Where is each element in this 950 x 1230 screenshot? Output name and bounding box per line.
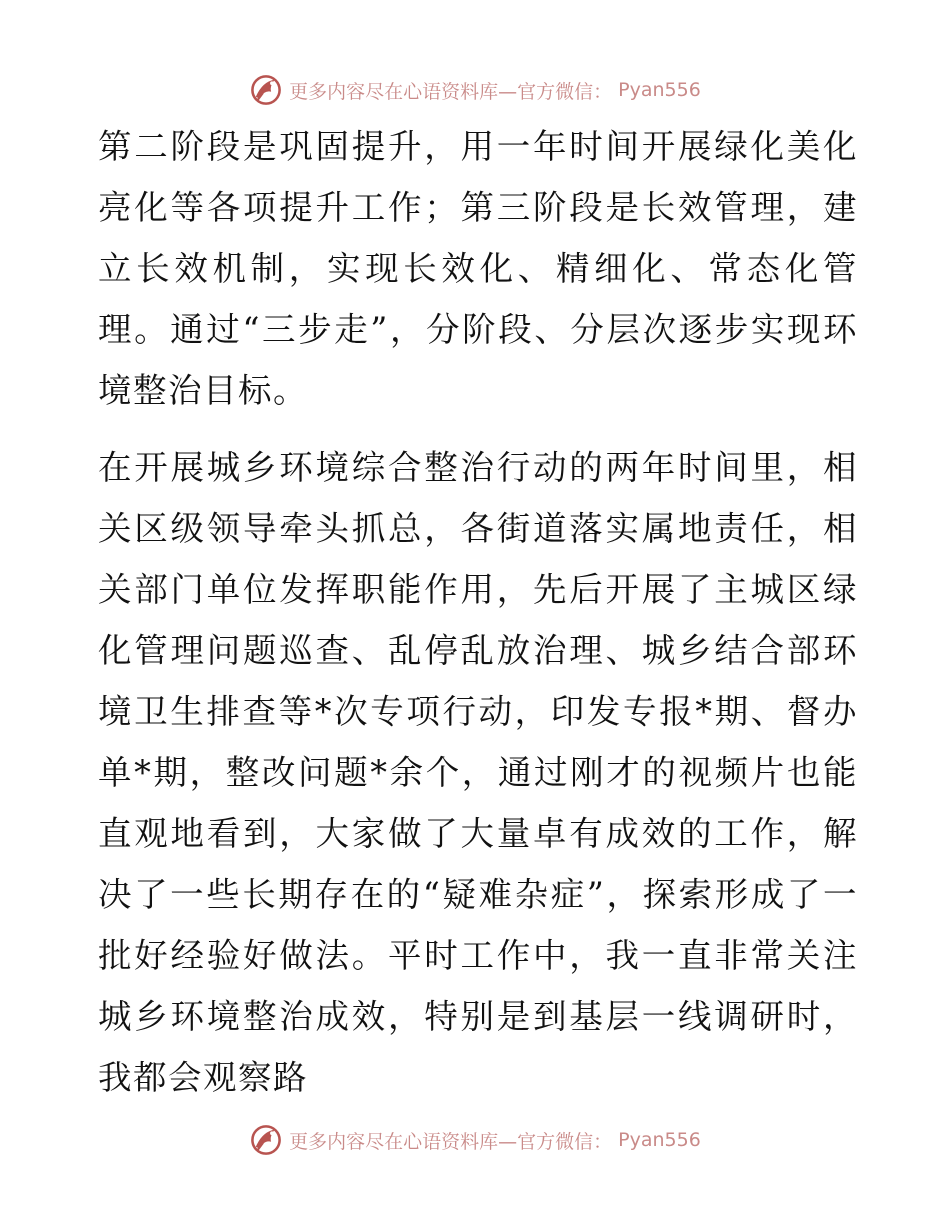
document-body — [98, 116, 858, 1108]
paragraph: 在开展城乡环境综合整治行动的两年时间里，相关区级领导牵头抓总，各街道落实属地责任，相关部门单位发挥职能作用，先后开展了主城区绿化管理问题巡查、乱停乱放治理、城乡结合部环境卫生排查等*次专项行动，印发专报*期、督办单*期，整改问题*余个，通过刚才的视频片也能直观地看到，大家做了大量卓有成效的工作，解决了一些长期存在的“疑难杂症”，探索形成了一批好经验好做法。平时工作中，我一直非常关注城乡环境整治成效，特别是到基层一线调研时，我都会观察路 — [98, 448, 858, 1097]
header-watermark — [0, 70, 950, 110]
bird-pen-logo-icon — [249, 1123, 283, 1157]
watermark-text: 更多内容尽在心语资料库—官方微信： — [289, 80, 613, 103]
watermark-wechat-id: Pyan556 — [618, 79, 701, 101]
watermark-wechat-id: Pyan556 — [618, 1129, 701, 1151]
paragraph: 第二阶段是巩固提升，用一年时间开展绿化美化亮化等各项提升工作；第三阶段是长效管理，建立长效机制，实现长效化、精细化、常态化管理。通过“三步走”，分阶段、分层次逐步实现环境整治目标。 — [98, 127, 858, 410]
footer-watermark — [0, 1120, 950, 1160]
bird-pen-logo-icon — [249, 73, 283, 107]
watermark-text: 更多内容尽在心语资料库—官方微信： — [289, 1130, 613, 1153]
